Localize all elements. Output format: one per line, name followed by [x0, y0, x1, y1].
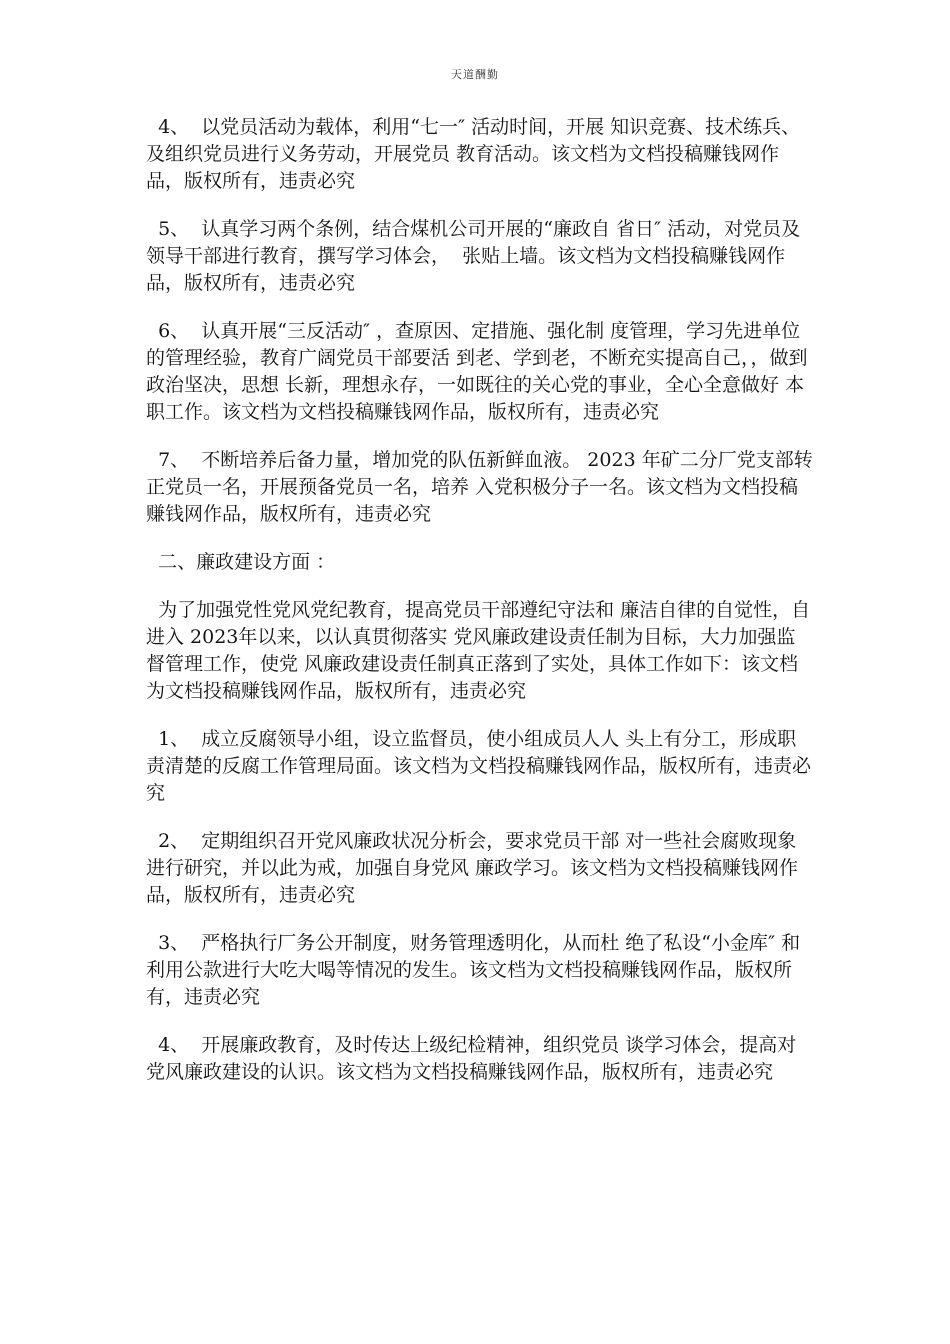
paragraph-item-7-reserve-force: 7、 不断培养后备力量，增加党的队伍新鲜血液。 2023 年矿二分厂党支部转正党员一名，开展预备党员一名，培养 入党积极分子一名。该文档为文档投稿赚钱网作品，版权所有，违责必究 — [146, 449, 813, 525]
paragraph-integrity-2: 2、 定期组织召开党风廉政状况分析会，要求党员干部 对一些社会腐败现象进行研究，并以此为戒，加强自身党风 廉政学习。该文档为文档投稿赚钱网作品，版权所有，违责必究 — [146, 830, 799, 906]
paragraph-integrity-intro: 为了加强党性党风党纪教育，提高党员干部遵纪守法和 廉洁自律的自觉性，自进入 2023年以来，以认真贯彻落实 党风廉政建设责任制为目标，大力加强监督管理工作，使党 风廉政建设责任制真正落到了实处，具体工作如下：该文档为文档投稿赚钱网作品，版权所有，违责必究 — [146, 599, 811, 702]
document-body — [146, 114, 814, 1107]
section-heading-integrity: 二、廉政建设方面 ： — [146, 551, 336, 573]
paragraph-integrity-1: 1、 成立反腐领导小组，设立监督员，使小组成员人人 头上有分工，形成职责清楚的反腐工作管理局面。该文档为文档投稿赚钱网作品，版权所有，违责必究 — [146, 728, 812, 804]
paragraph-integrity-3: 3、 严格执行厂务公开制度，财务管理透明化，从而杜 绝了私设“小金库″ 和利用公款进行大吃大喝等情况的发生。该文档为文档投稿赚钱网作品，版权所有，违责必究 — [146, 932, 801, 1008]
paragraph-item-5-regulations: 5、 认真学习两个条例，结合煤机公司开展的“廉政自 省日″ 活动，对党员及领导干部进行教育，撰写学习体会， 张贴上墙。该文档为文档投稿赚钱网作品，版权所有，违责必究 — [146, 218, 801, 294]
paragraph-item-6-three-anti: 6、 认真开展“三反活动″ ，查原因、定措施、强化制 度管理，学习先进单位的管理经验，教育广阔党员干部要活 到老、学到老，不断充实提高自己，，做到政治坚决，思想 长新，理想永存，一如既往的关心党的事业，全心全意做好 本职工作。该文档为文档投稿赚钱网作品，版权所有，违责必究 — [146, 320, 808, 423]
paragraph-integrity-4: 4、 开展廉政教育，及时传达上级纪检精神，组织党员 谈学习体会，提高对党风廉政建设的认识。该文档为文档投稿赚钱网作品，版权所有，违责必究 — [146, 1034, 797, 1083]
paragraph-item-4-activities: 4、 以党员活动为载体，利用“七一″ 活动时间，开展 知识竞赛、技术练兵、及组织党员进行义务劳动，开展党员 教育活动。该文档为文档投稿赚钱网作品，版权所有，违责必究 — [146, 116, 801, 192]
page-header: 天道酬勤 — [451, 68, 499, 81]
